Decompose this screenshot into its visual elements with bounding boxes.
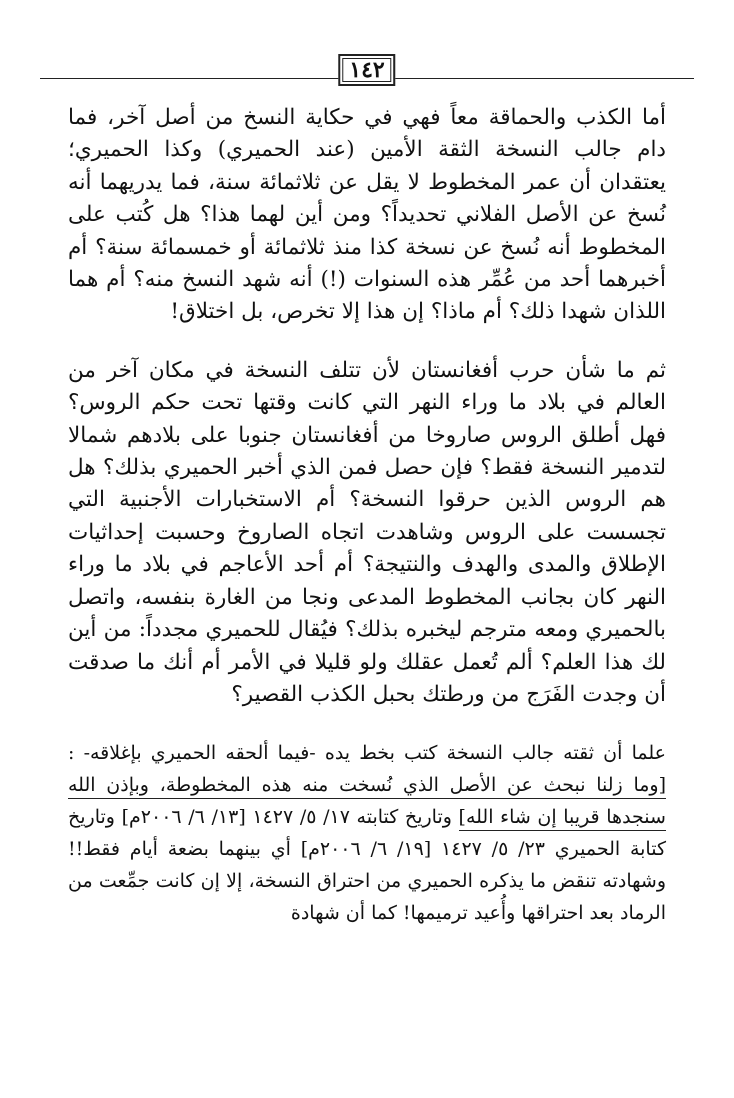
paragraph-text: أما الكذب والحماقة معاً فهي في حكاية النسخ من أصل آخر، فما دام جالب النسخة الثقة الأمين (عند الحميري) وكذا الحميري؛ يعتقدان أن عمر المخطوط لا يقل عن ثلاثمائة سنة، فما يدريهما أنه نُسخ عن الأصل الفلاني تحديداً؟ ومن أين لهما هذا؟ هل كُتب على المخطوط أنه نُسخ عن نسخة كذا منذ ثلاثمائة أو خمسمائة سنة؟ أم أخبرهما أحد من عُمِّر هذه السنوات (!) أنه شهد النسخ منه؟ أم هما اللذان شهدا ذلك؟ أم ماذا؟ إن هذا إلا تخرص، بل اختلاق! xyxy=(68,105,666,325)
paragraph-text xyxy=(68,737,666,929)
paragraph xyxy=(68,102,666,329)
paragraph xyxy=(68,355,666,711)
page-header xyxy=(0,44,734,88)
paragraph xyxy=(68,737,666,929)
paragraph-text: ثم ما شأن حرب أفغانستان لأن تتلف النسخة في مكان آخر من العالم في بلاد ما وراء النهر التي كانت وقتها تحت حكم الروس؟ فهل أطلق الروس صاروخا من أفغانستان جنوبا على بلادهم شمالا لتدمير النسخة فقط؟ فإن حصل فمن الذي أخبر الحميري بذلك؟ هل هم الروس الذين حرقوا النسخة؟ أم الاستخبارات الأجنبية التي تجسست على الروس وشاهدت اتجاه الصاروخ وحسبت إحداثيات الإطلاق والمدى والهدف والنتيجة؟ أم أحد الأعاجم في بلاد ما وراء النهر كان بجانب المخطوط المدعى ونجا من الغارة بنفسه، واتصل بالحميري ومعه مترجم ليخبره بذلك؟ فيُقال للحميري مجدداً: من أين لك هذا العلم؟ ألم تُعمل عقلك ولو قليلا في الأمر أم أنك ما صدقت أن وجدت الفَرَج من ورطتك بحبل الكذب القصير؟ xyxy=(68,357,666,707)
underlined-quote: [وما زلنا نبحث عن الأصل الذي نُسخت منه هذه المخطوطة، وبإذن الله سنجدها قريبا إن شاء الله] xyxy=(68,774,666,831)
page-number: ١٤٢ xyxy=(338,54,395,86)
paragraph-rest: وتاريخ كتابته ١٧/ ٥/ ١٤٢٧ [١٣/ ٦/ ٢٠٠٦م] وتاريخ كتابة الحميري ٢٣/ ٥/ ١٤٢٧ [١٩/ ٦/ ٢٠٠٦م] أي بينهما بضعة أيام فقط!! وشهادته تنقض ما يذكره الحميري من احتراق النسخة، إلا إن كانت جمِّعت من الرماد بعد احتراقها وأُعيد ترميمها! كما أن شهادة xyxy=(68,806,667,925)
paragraph-intro: علما أن ثقته جالب النسخة كتب بخط يده -فيما ألحقه الحميري بإغلاقه- : xyxy=(68,742,666,765)
page-body xyxy=(68,102,666,955)
